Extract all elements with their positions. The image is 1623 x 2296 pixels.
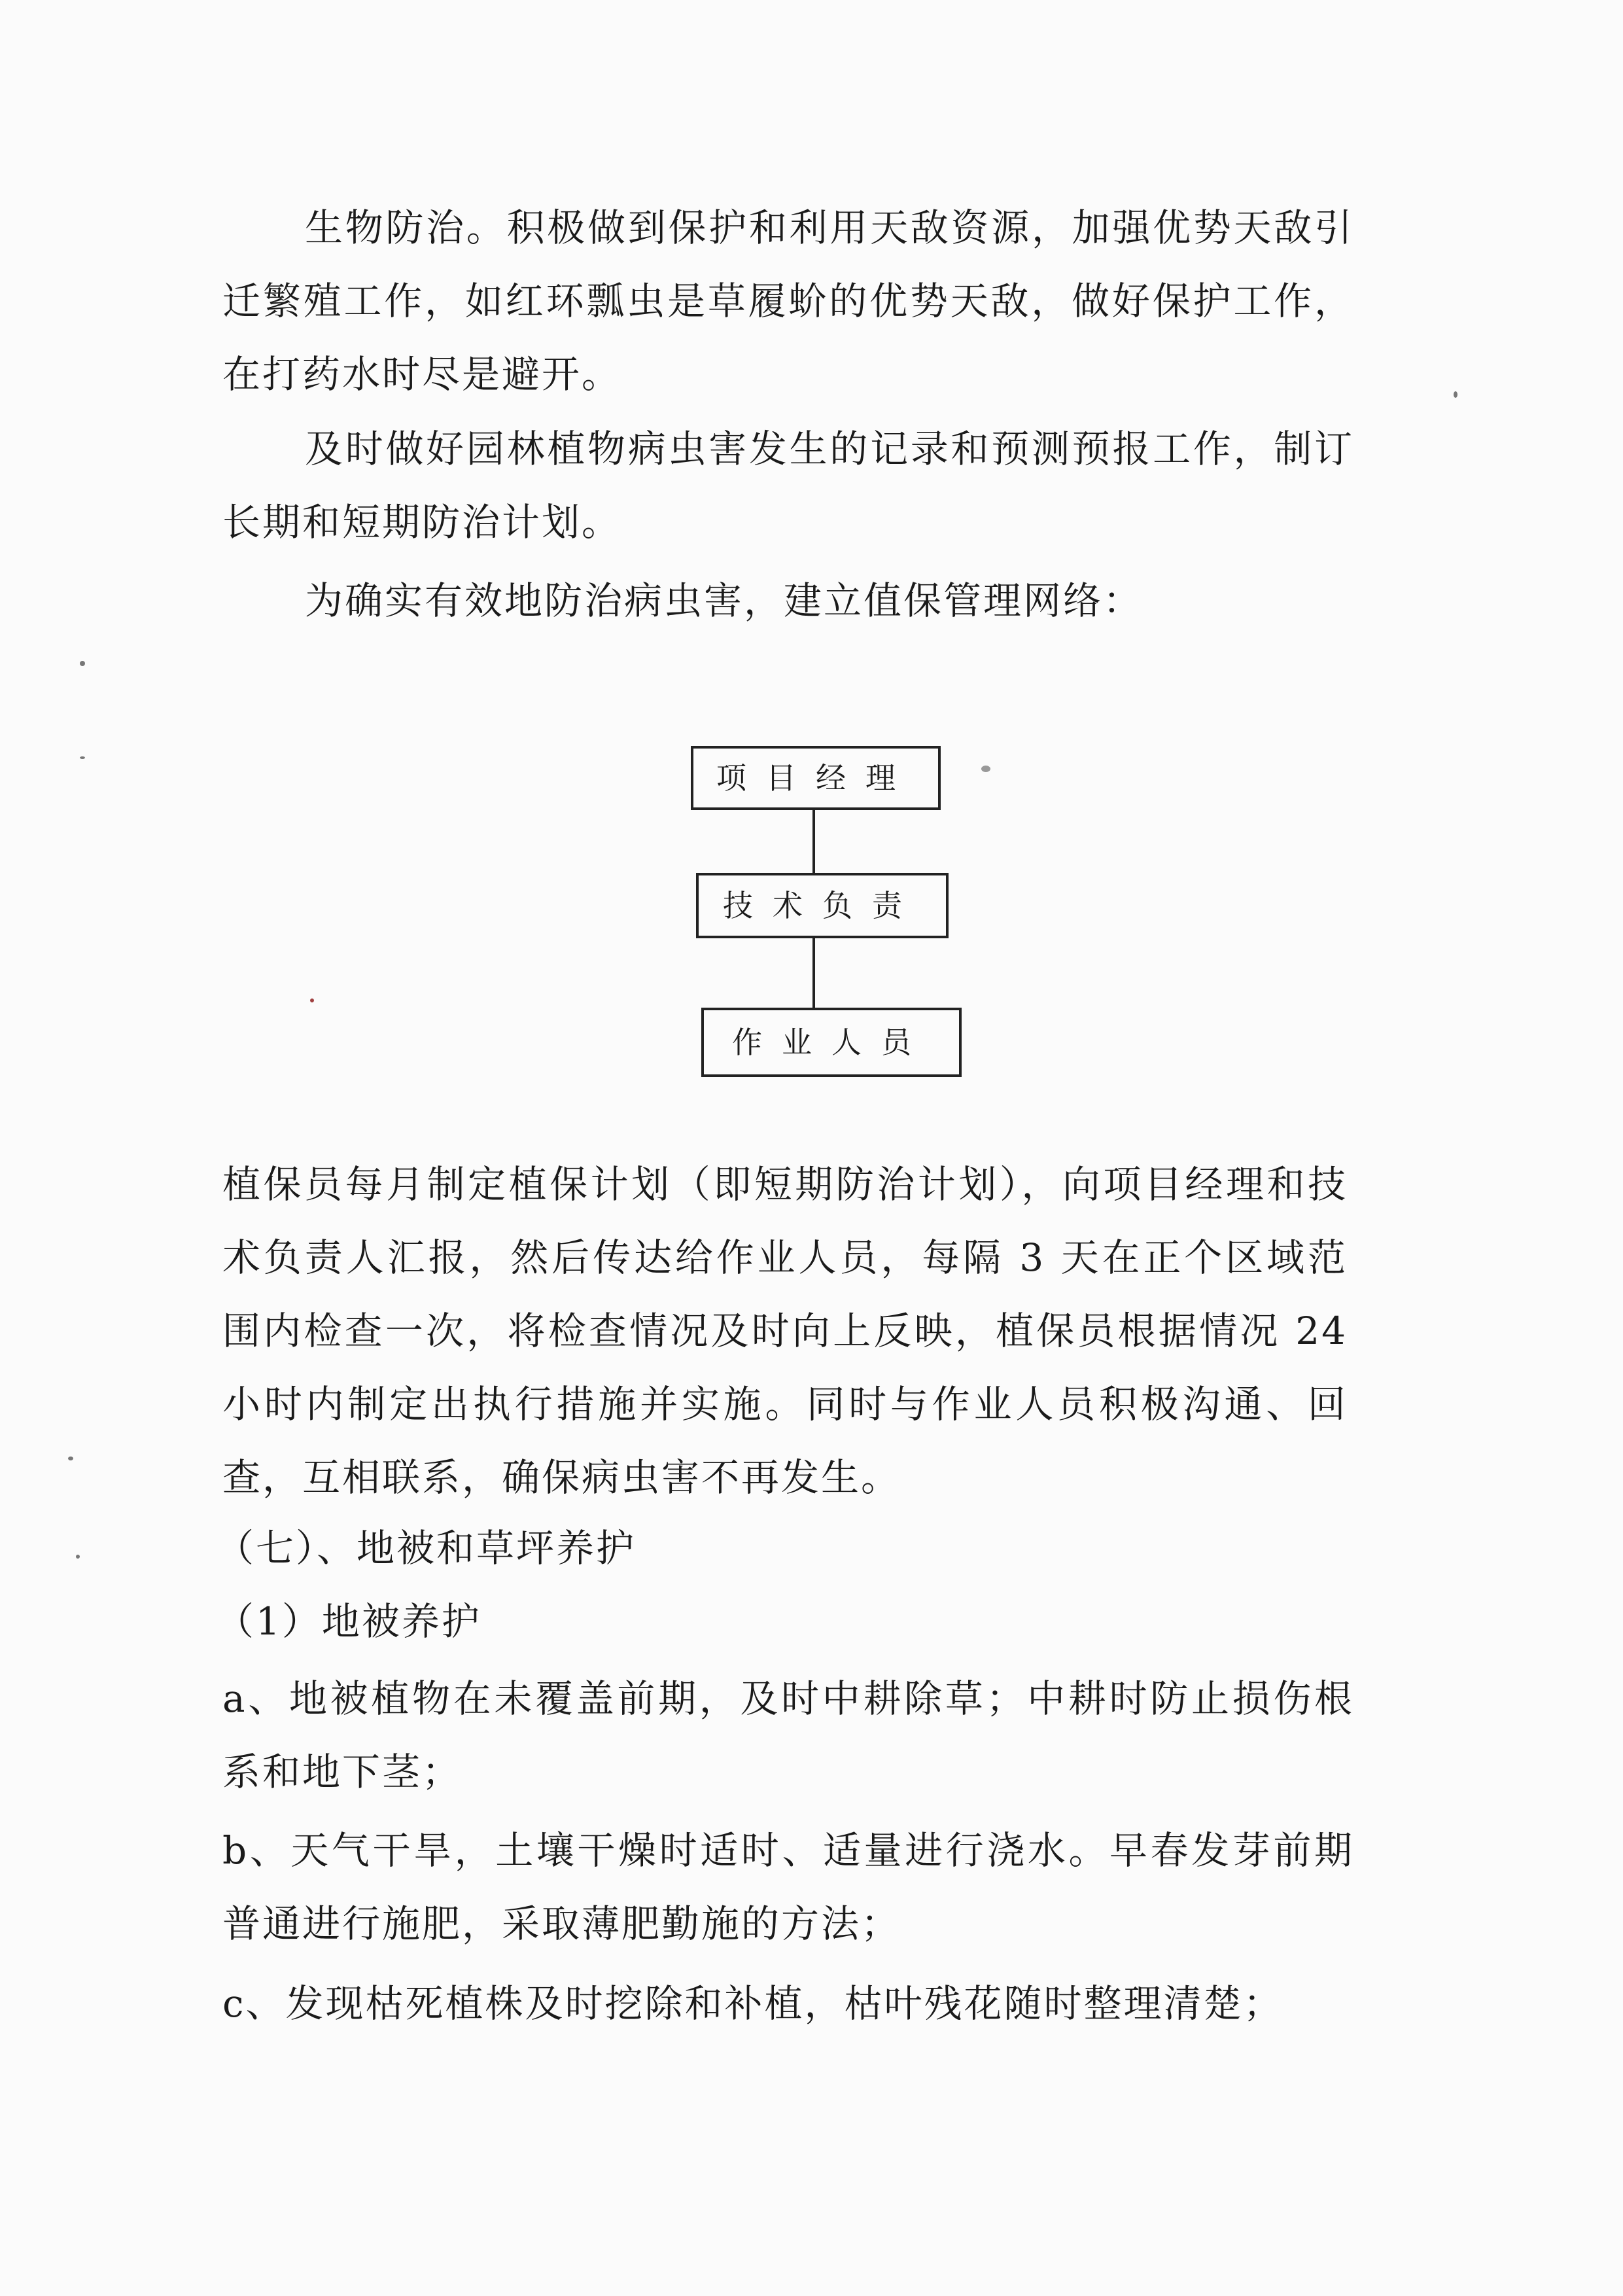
scan-speck (1454, 391, 1457, 398)
org-box-technical-lead: 技术负责 (696, 873, 949, 938)
scan-speck (310, 998, 314, 1002)
list-item-a: a、地被植物在未覆盖前期，及时中耕除草；中耕时防止损伤根系和地下茎； (222, 1676, 1354, 1794)
paragraph-network-intro: 为确实有效地防治病虫害，建立值保管理网络： (305, 578, 1143, 623)
subsection-heading: （1）地被养护 (216, 1599, 481, 1644)
paragraph-records-forecast: 及时做好园林植物病虫害发生的记录和预测预报工作，制订长期和短期防治计划。 (222, 427, 1354, 544)
org-connector-1 (812, 810, 815, 873)
scan-speck (76, 1555, 80, 1559)
org-box-workers: 作业人员 (701, 1008, 962, 1077)
scan-speck (80, 661, 85, 666)
scan-speck (68, 1457, 73, 1460)
scan-speck (80, 756, 85, 759)
list-item-c: c、发现枯死植株及时挖除和补植，枯叶残花随时整理清楚； (222, 1981, 1283, 2026)
list-item-b: b、天气干旱，土壤干燥时适时、适量进行浇水。早春发芽前期普通进行施肥，采取薄肥勤施的方法； (222, 1828, 1354, 1946)
org-box-project-manager: 项目经理 (691, 746, 941, 810)
paragraph-biological-control: 生物防治。积极做到保护和利用天敌资源，加强优势天敌引迁繁殖工作，如红环瓢虫是草履蚧的优势天敌，做好保护工作，在打药水时尽是避开。 (222, 205, 1354, 397)
paragraph-plant-protection: 植保员每月制定植保计划（即短期防治计划），向项目经理和技术负责人汇报，然后传达给作业人员，每隔 3 天在正个区域范围内检查一次，将检查情况及时向上反映，植保员根据情况 24 小时内制定出执行措施并实施。同时与作业人员积极沟通、回查，互相联系，确保病虫害不再发生。 (222, 1162, 1348, 1500)
org-connector-2 (812, 938, 815, 1008)
section-heading: （七）、地被和草坪养护 (216, 1526, 637, 1570)
scan-speck (981, 766, 990, 772)
